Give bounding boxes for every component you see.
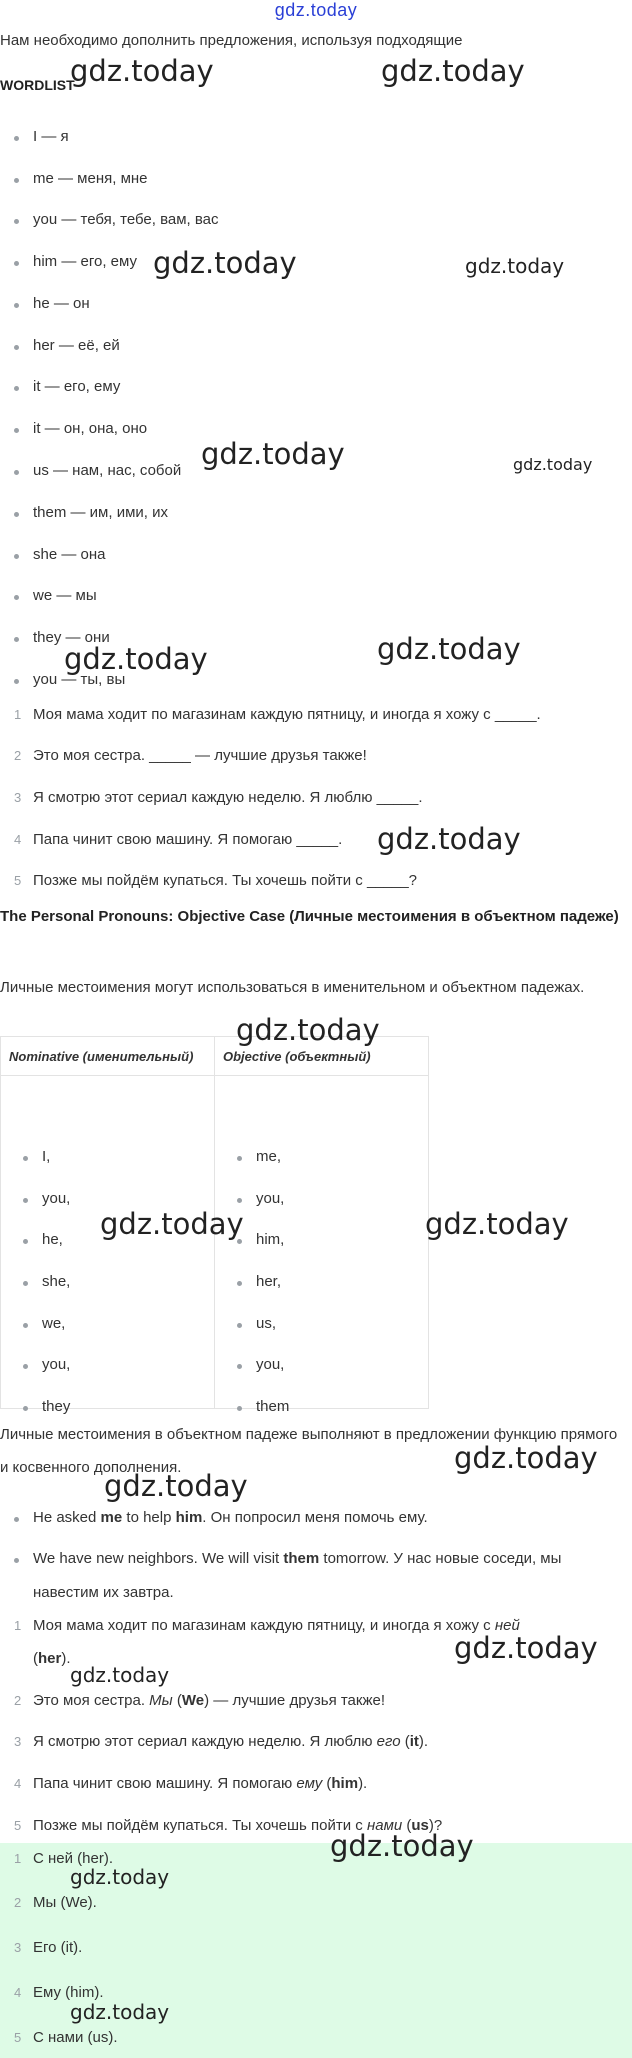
watermark: gdz.today [70, 1663, 170, 1687]
nominative-item: she, [42, 1273, 71, 1290]
section-title: The Personal Pronouns: Objective Case (Личные местоимения в объектном падеже) [0, 908, 619, 925]
bullet-icon [14, 303, 19, 308]
watermark: gdz.today [153, 246, 297, 280]
watermark: gdz.today [70, 1865, 170, 1889]
table-header-objective: Objective (объектный) [215, 1037, 429, 1076]
bullet-icon [14, 470, 19, 475]
bullet-icon [14, 136, 19, 141]
bullet-icon [14, 386, 19, 391]
objective-item: them [256, 1398, 290, 1415]
watermark: gdz.today [104, 1469, 248, 1503]
nominative-item: he, [42, 1231, 63, 1248]
watermark: gdz.today [64, 642, 208, 676]
table-header-nominative: Nominative (именительный) [1, 1037, 215, 1076]
watermark: gdz.today [70, 54, 214, 88]
bullet-icon [14, 637, 19, 642]
watermark: gdz.today [425, 1207, 569, 1241]
answers-panel: 1 С ней (her). 2 Мы (We). 3 Его (it). 4 Ему (him). 5 С нами (us). [0, 1843, 632, 2058]
bullet-icon [237, 1406, 242, 1411]
objective-cell [215, 1076, 429, 1415]
watermark: gdz.today [454, 1441, 598, 1475]
nominative-item: we, [42, 1315, 66, 1332]
bullet-icon [23, 1323, 28, 1328]
bullet-icon [23, 1406, 28, 1411]
watermark: gdz.today [100, 1207, 244, 1241]
objective-item: her, [256, 1273, 282, 1290]
bullet-icon [23, 1156, 28, 1161]
objective-item: me, [256, 1148, 282, 1165]
bullet-icon [23, 1239, 28, 1244]
bullet-icon [23, 1198, 28, 1203]
objective-item: you, [256, 1190, 285, 1207]
bullet-icon [14, 345, 19, 350]
bullet-icon [237, 1364, 242, 1369]
watermark: gdz.today [454, 1631, 598, 1665]
nominative-item: you, [42, 1190, 71, 1207]
bullet-icon [23, 1364, 28, 1369]
site-logo[interactable]: gdz.today [274, 0, 358, 20]
objective-item: him, [256, 1231, 285, 1248]
bullet-icon [14, 512, 19, 517]
objective-item: us, [256, 1315, 277, 1332]
watermark: gdz.today [201, 437, 345, 471]
objective-item: you, [256, 1356, 285, 1373]
nominative-item: they [42, 1398, 71, 1415]
intro-text: Нам необходимо дополнить предложения, используя подходящие [0, 32, 463, 49]
watermark: gdz.today [70, 2000, 170, 2024]
bullet-icon [14, 178, 19, 183]
bullet-icon [14, 261, 19, 266]
bullet-icon [14, 554, 19, 559]
bullet-icon [23, 1281, 28, 1286]
watermark: gdz.today [330, 1829, 474, 1863]
nominative-cell [1, 1076, 215, 1415]
watermark: gdz.today [513, 455, 593, 474]
bullet-icon [14, 1558, 19, 1563]
bullet-icon [14, 679, 19, 684]
bullet-icon [14, 595, 19, 600]
bullet-icon [14, 219, 19, 224]
watermark: gdz.today [377, 632, 521, 666]
watermark: gdz.today [377, 822, 521, 856]
watermark: gdz.today [465, 254, 565, 278]
bullet-icon [14, 428, 19, 433]
bullet-icon [237, 1323, 242, 1328]
watermark: gdz.today [381, 54, 525, 88]
wordlist-heading: WORDLIST [0, 77, 75, 93]
section-paragraph: Личные местоимения могут использоваться в именительном и объектном падежах. [0, 979, 585, 996]
bullet-icon [237, 1281, 242, 1286]
bullet-icon [237, 1198, 242, 1203]
watermark: gdz.today [236, 1013, 380, 1047]
nominative-item: I, [42, 1148, 51, 1165]
bullet-icon [14, 1517, 19, 1522]
bullet-icon [237, 1156, 242, 1161]
function-paragraph: Личные местоимения в объектном падеже выполняют в предложении функцию прямого и косвенного дополнения. [0, 1426, 618, 1476]
nominative-item: you, [42, 1356, 71, 1373]
